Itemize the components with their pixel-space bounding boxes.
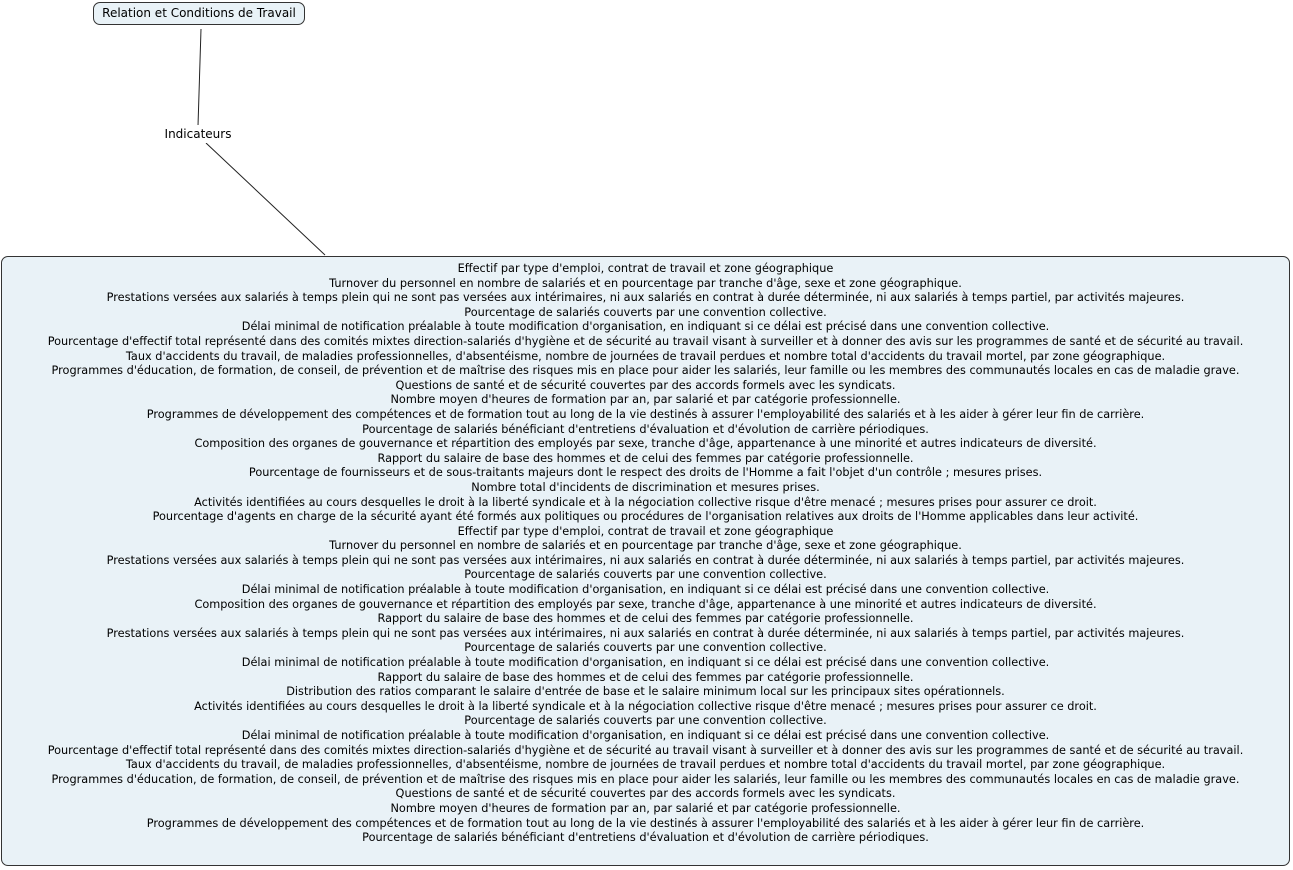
- indicator-line: Prestations versées aux salariés à temps plein qui ne sont pas versées aux intérimaires, ni aux salariés en contrat à durée déterminée, ni aux salariés à temps partiel, par activités majeures.: [106, 291, 1185, 305]
- indicator-line: Taux d'accidents du travail, de maladies professionnelles, d'absentéisme, nombre de journées de travail perdues et nombre total d'accidents du travail mortel, par zone géographique.: [125, 758, 1166, 772]
- indicator-line: Pourcentage d'effectif total représenté dans des comités mixtes direction-salariés d'hygiène et de sécurité au travail visant à surveiller et à donner des avis sur les programmes de santé et de sécurité au travail.: [47, 743, 1244, 757]
- indicator-line: Pourcentage d'effectif total représenté dans des comités mixtes direction-salariés d'hygiène et de sécurité au travail visant à surveiller et à donner des avis sur les programmes de santé et de sécurité au travail.: [47, 334, 1244, 348]
- indicator-line: Pourcentage de salariés couverts par une convention collective.: [464, 568, 827, 582]
- indicator-line: Pourcentage d'agents en charge de la sécurité ayant été formés aux politiques ou procédures de l'organisation relatives aux droits de l'Homme applicables dans leur activité.: [152, 510, 1139, 524]
- indicators-detail-box[interactable]: [1, 256, 1290, 866]
- indicator-line: Pourcentage de fournisseurs et de sous-traitants majeurs dont le respect des droits de l'Homme a fait l'objet d'un contrôle ; mesures prises.: [248, 466, 1043, 480]
- indicator-line: Programmes de développement des compétences et de formation tout au long de la vie destinés à assurer l'employabilité des salariés et à les aider à gérer leur fin de carrière.: [146, 407, 1145, 421]
- indicator-line: Pourcentage de salariés bénéficiant d'entretiens d'évaluation et d'évolution de carrière périodiques.: [362, 831, 929, 845]
- indicator-line: Distribution des ratios comparant le salaire d'entrée de base et le salaire minimum local sur les principaux sites opérationnels.: [286, 685, 1005, 699]
- indicator-line: Turnover du personnel en nombre de salariés et en pourcentage par tranche d'âge, sexe et zone géographique.: [329, 539, 962, 553]
- indicateurs-topic-label: Indicateurs: [164, 127, 232, 141]
- indicator-line: Délai minimal de notification préalable à toute modification d'organisation, en indiquant si ce délai est précisé dans une convention collective.: [241, 729, 1050, 742]
- indicator-line: Pourcentage de salariés couverts par une convention collective.: [464, 714, 827, 728]
- indicator-line: Rapport du salaire de base des hommes et de celui des femmes par catégorie professionnelle.: [377, 612, 914, 626]
- indicator-line: Programmes d'éducation, de formation, de conseil, de prévention et de maîtrise des risques mis en place pour aider les salariés, leur famille ou les membres des communautés locales en cas de maladie grave.: [51, 772, 1240, 786]
- indicator-line: Prestations versées aux salariés à temps plein qui ne sont pas versées aux intérimaires, ni aux salariés en contrat à durée déterminée, ni aux salariés à temps partiel, par activités majeures.: [106, 626, 1185, 640]
- indicateurs-topic-node[interactable]: [156, 125, 240, 143]
- indicator-line: Pourcentage de salariés couverts par une convention collective.: [464, 305, 827, 319]
- root-topic-node[interactable]: [93, 2, 305, 25]
- indicator-line: Prestations versées aux salariés à temps plein qui ne sont pas versées aux intérimaires, ni aux salariés en contrat à durée déterminée, ni aux salariés à temps partiel, par activités majeures.: [106, 553, 1185, 567]
- indicator-line: Pourcentage de salariés couverts par une convention collective.: [464, 641, 827, 655]
- indicator-line: Composition des organes de gouvernance et répartition des employés par sexe, tranche d'âge, appartenance à une minorité et autres indicateurs de diversité.: [194, 437, 1097, 451]
- indicator-line: Pourcentage de salariés bénéficiant d'entretiens d'évaluation et d'évolution de carrière périodiques.: [362, 422, 929, 436]
- root-topic-label: Relation et Conditions de Travail: [102, 6, 296, 20]
- indicator-line: Programmes de développement des compétences et de formation tout au long de la vie destinés à assurer l'employabilité des salariés et à les aider à gérer leur fin de carrière.: [146, 816, 1145, 830]
- indicator-line: Délai minimal de notification préalable à toute modification d'organisation, en indiquant si ce délai est précisé dans une convention collective.: [241, 583, 1050, 597]
- indicator-line: Nombre total d'incidents de discrimination et mesures prises.: [471, 480, 820, 494]
- indicator-line: Délai minimal de notification préalable à toute modification d'organisation, en indiquant si ce délai est précisé dans une convention collective.: [241, 656, 1050, 670]
- indicator-line: Questions de santé et de sécurité couvertes par des accords formels avec les syndicats.: [395, 378, 896, 392]
- indicator-line: Rapport du salaire de base des hommes et de celui des femmes par catégorie professionnelle.: [377, 670, 914, 684]
- indicator-line: Délai minimal de notification préalable à toute modification d'organisation, en indiquant si ce délai est précisé dans une convention collective.: [241, 320, 1050, 334]
- indicator-line: Activités identifiées au cours desquelles le droit à la liberté syndicale et à la négociation collective risque d'être menacé ; mesures prises pour assurer ce droit.: [194, 495, 1097, 509]
- indicator-line: Activités identifiées au cours desquelles le droit à la liberté syndicale et à la négociation collective risque d'être menacé ; mesures prises pour assurer ce droit.: [194, 699, 1097, 713]
- indicator-line: Programmes d'éducation, de formation, de conseil, de prévention et de maîtrise des risques mis en place pour aider les salariés, leur famille ou les membres des communautés locales en cas de maladie grave.: [51, 364, 1240, 378]
- indicator-line: Effectif par type d'emploi, contrat de travail et zone géographique: [457, 262, 834, 275]
- indicator-line: Questions de santé et de sécurité couvertes par des accords formels avec les syndicats.: [395, 787, 896, 801]
- indicator-line: Nombre moyen d'heures de formation par an, par salarié et par catégorie professionnelle.: [390, 393, 901, 407]
- indicator-line: Rapport du salaire de base des hommes et de celui des femmes par catégorie professionnelle.: [377, 451, 914, 465]
- indicator-line: Turnover du personnel en nombre de salariés et en pourcentage par tranche d'âge, sexe et zone géographique.: [329, 276, 962, 290]
- indicators-list: [2, 262, 1289, 846]
- indicator-line: Composition des organes de gouvernance et répartition des employés par sexe, tranche d'âge, appartenance à une minorité et autres indicateurs de diversité.: [194, 597, 1097, 611]
- connector-root-to-indicateurs: [198, 29, 201, 126]
- connector-indicateurs-to-details: [206, 143, 325, 255]
- indicator-line: Taux d'accidents du travail, de maladies professionnelles, d'absentéisme, nombre de journées de travail perdues et nombre total d'accidents du travail mortel, par zone géographique.: [125, 349, 1166, 363]
- indicator-line: Nombre moyen d'heures de formation par an, par salarié et par catégorie professionnelle.: [390, 801, 901, 815]
- indicator-line: Effectif par type d'emploi, contrat de travail et zone géographique: [457, 524, 834, 538]
